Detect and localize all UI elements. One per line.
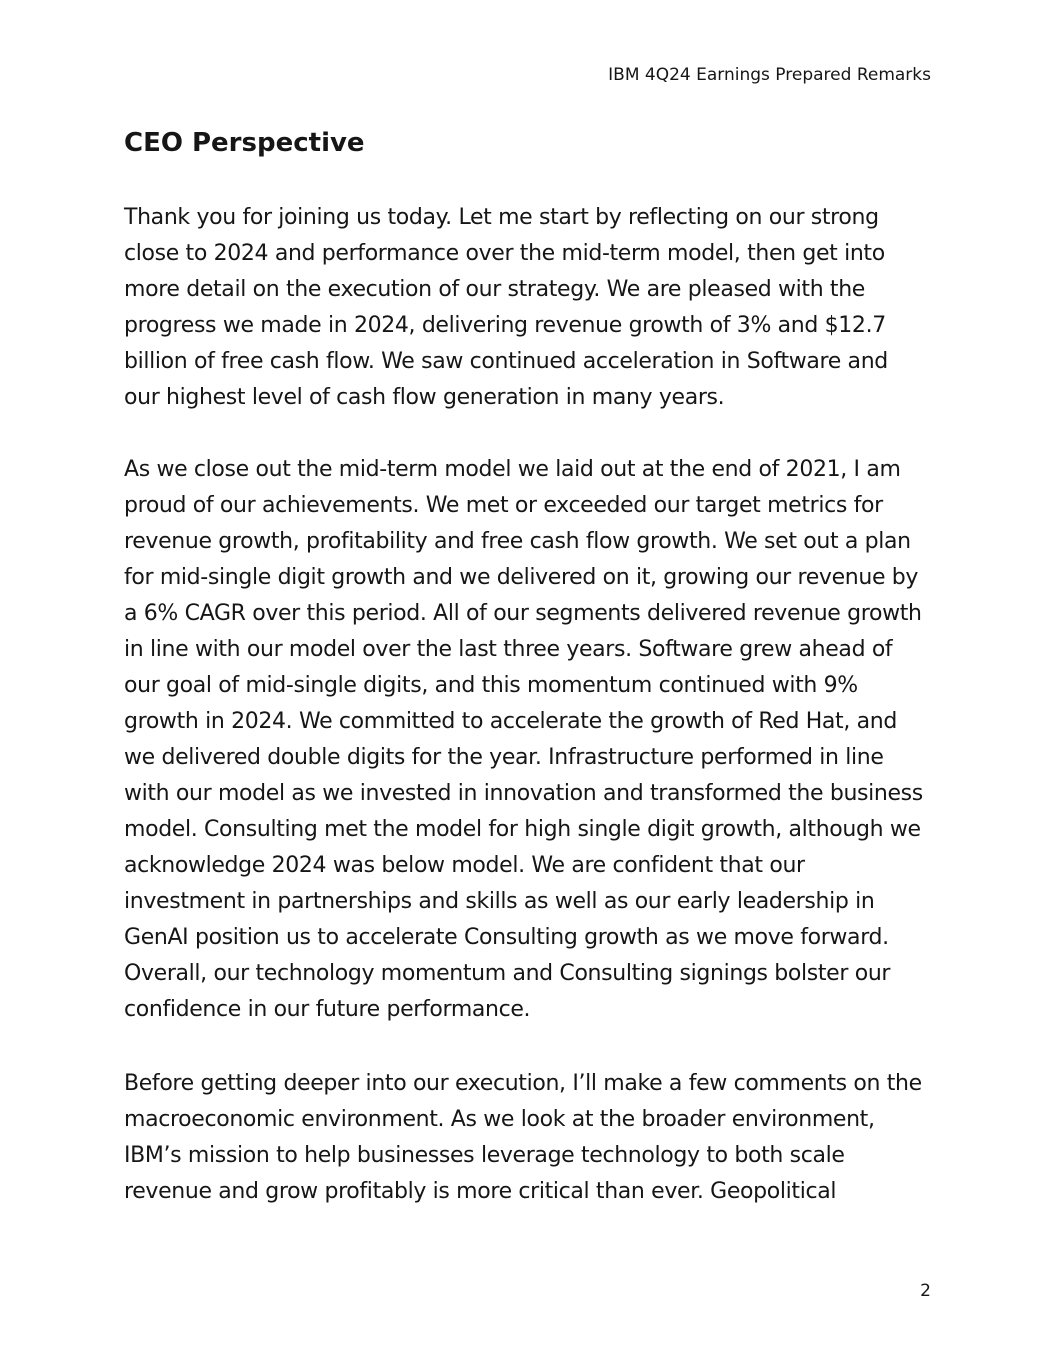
text-line: we delivered double digits for the year. Infrastructure performed in line [124,745,884,770]
text-line: Overall, our technology momentum and Consulting signings bolster our [124,961,891,986]
text-line: Before getting deeper into our execution, I’ll make a few comments on the [124,1071,922,1096]
section-title: CEO Perspective [124,128,365,158]
text-line: for mid-single digit growth and we delivered on it, growing our revenue by [124,565,919,590]
text-line: with our model as we invested in innovation and transformed the business [124,781,923,806]
text-line: GenAI position us to accelerate Consulting growth as we move forward. [124,925,889,950]
text-line: investment in partnerships and skills as well as our early leadership in [124,889,875,914]
text-line: confidence in our future performance. [124,997,531,1022]
page-number: 2 [920,1281,931,1301]
text-line: close to 2024 and performance over the mid-term model, then get into [124,241,885,266]
text-line: a 6% CAGR over this period. All of our segments delivered revenue growth [124,601,922,626]
text-line: Thank you for joining us today. Let me start by reflecting on our strong [124,205,879,230]
text-line: our goal of mid-single digits, and this momentum continued with 9% [124,673,858,698]
text-line: revenue and grow profitably is more critical than ever. Geopolitical [124,1179,837,1204]
text-line: progress we made in 2024, delivering revenue growth of 3% and $12.7 [124,313,886,338]
text-line: macroeconomic environment. As we look at the broader environment, [124,1107,875,1132]
text-line: IBM’s mission to help businesses leverage technology to both scale [124,1143,845,1168]
text-line: proud of our achievements. We met or exceeded our target metrics for [124,493,883,518]
paragraph-thank-you [124,200,888,416]
text-line: more detail on the execution of our strategy. We are pleased with the [124,277,865,302]
text-line: growth in 2024. We committed to accelerate the growth of Red Hat, and [124,709,897,734]
text-line: model. Consulting met the model for high single digit growth, although we [124,817,921,842]
text-line: acknowledge 2024 was below model. We are confident that our [124,853,805,878]
text-line: our highest level of cash flow generation in many years. [124,385,725,410]
text-line: revenue growth, profitability and free cash flow growth. We set out a plan [124,529,911,554]
running-header: IBM 4Q24 Earnings Prepared Remarks [608,65,931,85]
text-line: As we close out the mid-term model we laid out at the end of 2021, I am [124,457,901,482]
text-line: billion of free cash flow. We saw continued acceleration in Software and [124,349,888,374]
paragraph-macroeconomic [124,1066,922,1210]
text-line: in line with our model over the last three years. Software grew ahead of [124,637,893,662]
paragraph-mid-term-model [124,452,923,1028]
